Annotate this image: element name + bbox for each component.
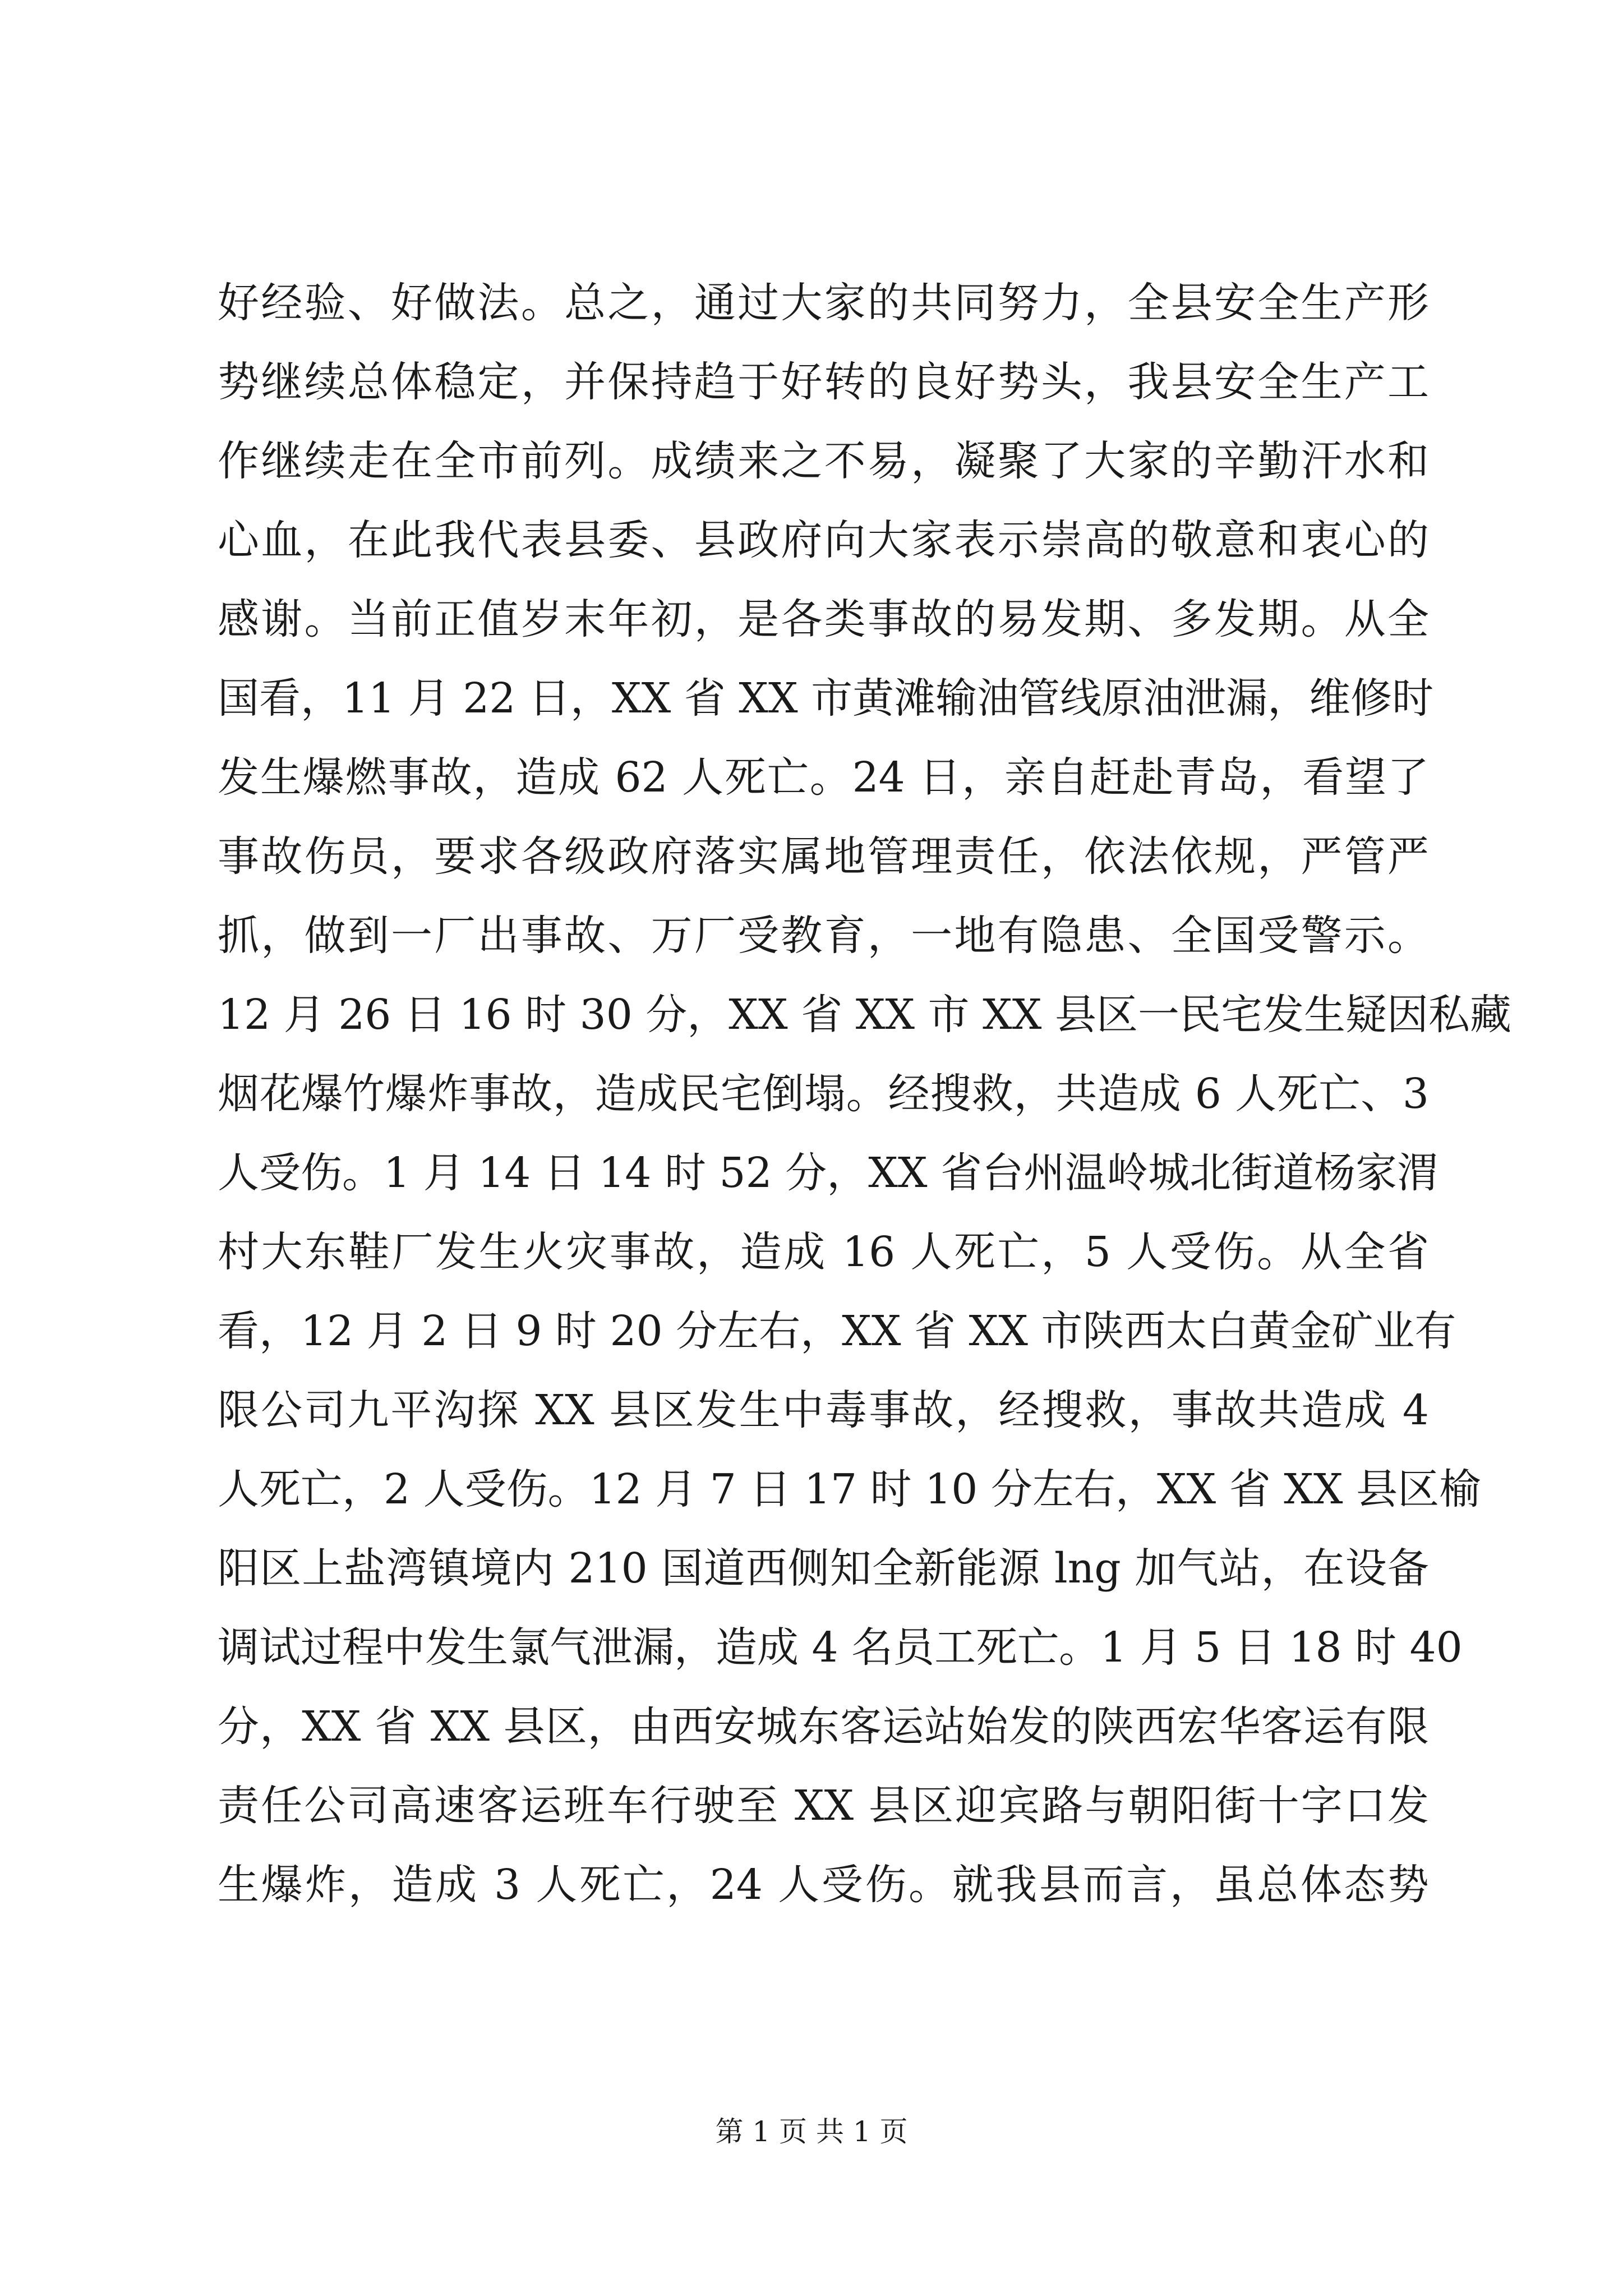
text-line-8: 事故伤员，要求各级政府落实属地管理责任，依法依规，严管严 [218,832,1429,881]
text-line-3: 作继续走在全市前列。成绩来之不易，凝聚了大家的辛勤汗水和 [218,437,1429,485]
text-line-18: 调试过程中发生氯气泄漏，造成 4 名员工死亡。1 月 5 日 18 时 40 [218,1623,1463,1672]
text-line-6: 国看，11 月 22 日，XX 省 XX 市黄滩输油管线原油泄漏，维修时 [218,674,1434,723]
text-line-13: 村大东鞋厂发生火灾事故，造成 16 人死亡，5 人受伤。从全省 [218,1228,1429,1276]
document-body [218,264,1512,1925]
text-line-9: 抓，做到一厂出事故、万厂受教育，一地有隐患、全国受警示。 [218,912,1429,960]
text-line-17: 阳区上盐湾镇境内 210 国道西侧知全新能源 lng 加气站，在设备 [218,1544,1429,1593]
text-line-21: 生爆炸，造成 3 人死亡，24 人受伤。就我县而言，虽总体态势 [218,1861,1429,1909]
text-line-1: 好经验、好做法。总之，通过大家的共同努力，全县安全生产形 [218,279,1429,327]
text-line-19: 分，XX 省 XX 县区，由西安城东客运站始发的陕西宏华客运有限 [218,1703,1429,1751]
text-line-20: 责任公司高速客运班车行驶至 XX 县区迎宾路与朝阳街十字口发 [218,1782,1429,1830]
text-line-14: 看，12 月 2 日 9 时 20 分左右，XX 省 XX 市陕西太白黄金矿业有 [218,1307,1456,1355]
text-line-11: 烟花爆竹爆炸事故，造成民宅倒塌。经搜救，共造成 6 人死亡、3 [218,1070,1429,1118]
text-line-2: 势继续总体稳定，并保持趋于好转的良好势头，我县安全生产工 [218,358,1429,406]
text-line-7: 发生爆燃事故，造成 62 人死亡。24 日，亲自赶赴青岛，看望了 [218,753,1429,802]
text-line-5: 感谢。当前正值岁末年初，是各类事故的易发期、多发期。从全 [218,595,1429,643]
text-line-15: 限公司九平沟探 XX 县区发生中毒事故，经搜救，事故共造成 4 [218,1386,1429,1434]
text-line-12: 人受伤。1 月 14 日 14 时 52 分，XX 省台州温岭城北街道杨家渭 [218,1149,1439,1197]
text-line-4: 心血，在此我代表县委、县政府向大家表示崇高的敬意和衷心的 [218,516,1429,564]
text-line-10: 12 月 26 日 16 时 30 分，XX 省 XX 市 XX 县区一民宅发生疑因私藏 [218,991,1512,1039]
page-number-footer: 第 1 页 共 1 页 [715,2115,908,2148]
text-line-16: 人死亡，2 人受伤。12 月 7 日 17 时 10 分左右，XX 省 XX 县区榆 [218,1465,1481,1513]
